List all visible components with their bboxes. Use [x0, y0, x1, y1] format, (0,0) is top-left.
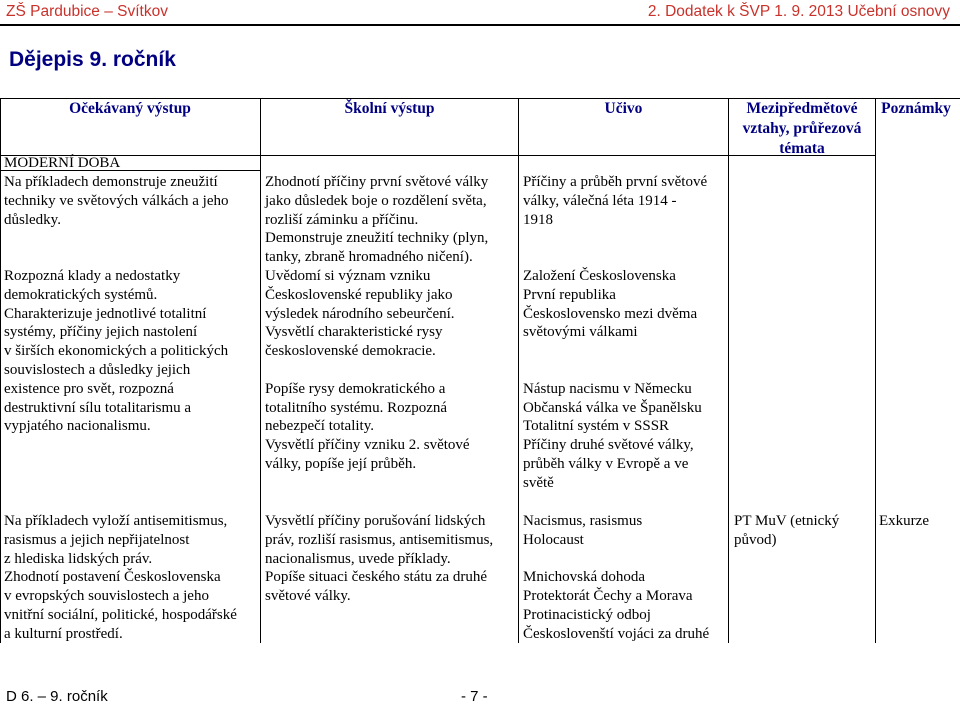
- col-header-notes: Poznámky: [881, 100, 951, 117]
- col-header-crosscurricular-line: vztahy, průřezová: [742, 120, 862, 137]
- col-border-1: [260, 98, 261, 643]
- text-line: Popíše situaci českého státu za druhé: [265, 569, 488, 586]
- text-line: [523, 550, 709, 569]
- text-line: a kulturní prostředí.: [4, 625, 123, 642]
- block2-curriculum: [523, 512, 709, 644]
- text-line: v širších ekonomických a politických: [4, 343, 229, 360]
- col-header-school: Školní výstup: [344, 100, 435, 117]
- col-border-0: [0, 98, 1, 643]
- block2-notes: Exkurze: [879, 513, 929, 529]
- text-line: Československo mezi dvěma: [523, 305, 698, 322]
- text-line: výsledek národního sebeurčení.: [265, 305, 455, 322]
- block2-crosscurricular: [734, 512, 839, 550]
- text-line: práv, rozliší rasismus, antisemitismus,: [265, 531, 494, 548]
- text-line: Zhodnotí postavení Československa: [4, 569, 221, 586]
- text-line: systémy, příčiny jejich nastolení: [4, 324, 198, 341]
- text-line: destruktivní sílu totalitarismu a: [4, 399, 192, 416]
- col-border-3: [728, 98, 729, 643]
- text-line: Na příkladech demonstruje zneužití: [4, 174, 218, 190]
- section-label: MODERNÍ DOBA: [4, 155, 121, 171]
- text-line: totalitního systému. Rozpozná: [265, 399, 448, 416]
- page-number: - 7 -: [461, 688, 488, 705]
- text-line: [523, 361, 707, 380]
- text-line: Československé republiky jako: [265, 286, 453, 303]
- text-line: Vysvětlí charakteristické rysy: [265, 324, 443, 341]
- text-line: důsledky.: [4, 211, 61, 228]
- text-line: [523, 229, 707, 248]
- col-header-crosscurricular-line: témata: [779, 140, 825, 157]
- block2-outcome: [4, 512, 237, 644]
- text-line: Charakterizuje jednotlivé totalitní: [4, 305, 207, 322]
- text-line: průběh války v Evropě a ve: [523, 455, 689, 472]
- text-line: světovými válkami: [523, 324, 638, 341]
- text-line: tanky, zbraně hromadného ničení).: [265, 249, 473, 266]
- col-header-crosscurricular: [729, 99, 875, 159]
- text-line: války, popíše její průběh.: [265, 455, 417, 472]
- text-line: Českoslovenští vojáci za druhé: [523, 625, 710, 642]
- text-line: Protinacistický odboj: [523, 606, 651, 623]
- header-document: 2. Dodatek k ŠVP 1. 9. 2013 Učební osnovy: [647, 3, 950, 20]
- text-line: 1918: [523, 211, 553, 228]
- text-line: Založení Československa: [523, 267, 676, 284]
- text-line: [265, 361, 488, 380]
- text-line: Příčiny druhé světové války,: [523, 437, 694, 454]
- text-line: světové války.: [265, 588, 351, 605]
- text-line: rasismus a jejich nepřijatelnost: [4, 531, 190, 548]
- col-header-crosscurricular-line: Mezipředmětové: [746, 100, 858, 117]
- block1-outcome: [4, 173, 229, 436]
- text-line: Mnichovská dohoda: [523, 569, 646, 586]
- col-header-curriculum: Učivo: [604, 100, 643, 117]
- text-line: v evropských souvislostech a jeho: [4, 588, 209, 605]
- text-line: Holocaust: [523, 531, 584, 548]
- text-line: souvislostech a důsledky jejich: [4, 361, 191, 378]
- text-line: vypjatého nacionalismu.: [4, 418, 151, 435]
- text-line: Příčiny a průběh první světové: [523, 174, 708, 190]
- text-line: Vysvětlí příčiny vzniku 2. světové: [265, 437, 470, 454]
- block1-school: [265, 173, 488, 474]
- text-line: Uvědomí si význam vzniku: [265, 267, 431, 284]
- col-border-2: [518, 98, 519, 643]
- text-line: nebezpečí totality.: [265, 418, 374, 435]
- text-line: [523, 342, 707, 361]
- text-line: Na příkladech vyloží antisemitismus,: [4, 513, 228, 529]
- text-line: jako důsledek boje o rozdělení světa,: [265, 192, 487, 209]
- text-line: Vysvětlí příčiny porušování lidských: [265, 513, 486, 529]
- text-line: [523, 248, 707, 267]
- text-line: československé demokracie.: [265, 343, 436, 360]
- block2-school: [265, 512, 493, 606]
- page-title: Dějepis 9. ročník: [9, 48, 176, 71]
- text-line: z hlediska lidských práv.: [4, 550, 153, 567]
- text-line: PT MuV (etnický: [734, 513, 840, 529]
- text-line: nacionalismus, uvede příklady.: [265, 550, 451, 567]
- text-line: [4, 248, 229, 267]
- text-line: vnitřní sociální, politické, hospodářské: [4, 606, 237, 623]
- text-line: existence pro svět, rozpozná: [4, 380, 174, 397]
- text-line: války, válečná léta 1914 -: [523, 192, 677, 209]
- text-line: [4, 229, 229, 248]
- text-line: Nástup nacismu v Německu: [523, 380, 692, 397]
- text-line: Demonstruje zneužití techniky (plyn,: [265, 230, 489, 247]
- block1-curriculum: [523, 173, 707, 493]
- text-line: rozliší záminku a příčinu.: [265, 211, 419, 228]
- text-line: Totalitní systém v SSSR: [523, 418, 670, 435]
- text-line: Nacismus, rasismus: [523, 513, 643, 529]
- text-line: Občanská válka ve Španělsku: [523, 399, 702, 416]
- text-line: světě: [523, 474, 554, 491]
- footer-grade: D 6. – 9. ročník: [6, 688, 108, 705]
- text-line: Zhodnotí příčiny první světové války: [265, 174, 489, 190]
- text-line: původ): [734, 531, 777, 548]
- col-header-outcome: Očekávaný výstup: [69, 100, 191, 117]
- text-line: Rozpozná klady a nedostatky: [4, 267, 181, 284]
- text-line: První republika: [523, 286, 616, 303]
- col-border-4: [875, 98, 876, 643]
- text-line: Protektorát Čechy a Morava: [523, 588, 693, 605]
- text-line: demokratických systémů.: [4, 286, 158, 303]
- text-line: Popíše rysy demokratického a: [265, 380, 446, 397]
- text-line: techniky ve světových válkách a jeho: [4, 192, 229, 209]
- header-school: ZŠ Pardubice – Svítkov: [6, 3, 168, 20]
